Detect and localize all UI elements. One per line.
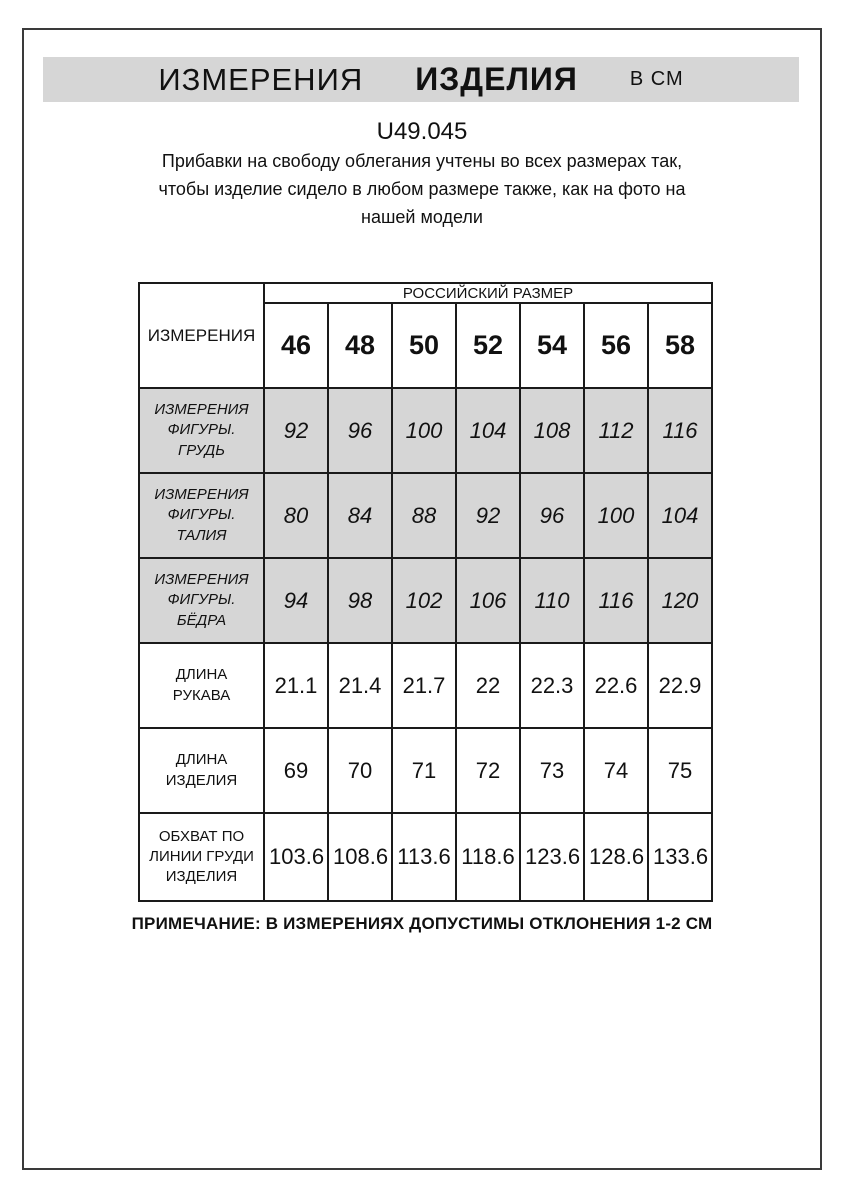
intro-line: чтобы изделие сидело в любом размере также, как на фото на xyxy=(158,179,686,199)
row-label: ИЗМЕРЕНИЯ ФИГУРЫ. БЁДРА xyxy=(139,558,264,643)
value-cell: 103.6 xyxy=(264,813,328,901)
table-row xyxy=(139,813,712,901)
value-cell: 96 xyxy=(328,388,392,473)
size-column-header: 52 xyxy=(456,303,520,388)
value-cell: 92 xyxy=(264,388,328,473)
row-label: ИЗМЕРЕНИЯ ФИГУРЫ. ТАЛИЯ xyxy=(139,473,264,558)
table-row xyxy=(139,643,712,728)
value-cell: 116 xyxy=(584,558,648,643)
value-cell: 94 xyxy=(264,558,328,643)
row-label: ОБХВАТ ПО ЛИНИИ ГРУДИ ИЗДЕЛИЯ xyxy=(139,813,264,901)
value-cell: 75 xyxy=(648,728,712,813)
intro-line: нашей модели xyxy=(361,207,483,227)
value-cell: 72 xyxy=(456,728,520,813)
value-cell: 69 xyxy=(264,728,328,813)
value-cell: 104 xyxy=(456,388,520,473)
document-page xyxy=(22,28,822,1170)
page-title-unit: В СМ xyxy=(629,68,684,90)
value-cell: 110 xyxy=(520,558,584,643)
row-label: ДЛИНА РУКАВА xyxy=(139,643,264,728)
value-cell: 21.7 xyxy=(392,643,456,728)
product-code: U49.045 xyxy=(376,118,468,145)
title-bar xyxy=(43,57,799,102)
tolerance-note: ПРИМЕЧАНИЕ: В ИЗМЕРЕНИЯХ ДОПУСТИМЫ ОТКЛОНЕНИЯ 1-2 СМ xyxy=(131,914,713,933)
value-cell: 22.9 xyxy=(648,643,712,728)
value-cell: 74 xyxy=(584,728,648,813)
size-column-header: 56 xyxy=(584,303,648,388)
value-cell: 71 xyxy=(392,728,456,813)
table-corner-label: ИЗМЕРЕНИЯ xyxy=(139,283,264,388)
value-cell: 21.4 xyxy=(328,643,392,728)
size-column-header: 48 xyxy=(328,303,392,388)
table-row xyxy=(139,558,712,643)
value-cell: 100 xyxy=(584,473,648,558)
table-row xyxy=(139,388,712,473)
value-cell: 104 xyxy=(648,473,712,558)
row-label: ИЗМЕРЕНИЯ ФИГУРЫ. ГРУДЬ xyxy=(139,388,264,473)
value-cell: 22.3 xyxy=(520,643,584,728)
size-group-header: РОССИЙСКИЙ РАЗМЕР xyxy=(264,283,712,303)
value-cell: 84 xyxy=(328,473,392,558)
value-cell: 80 xyxy=(264,473,328,558)
table-row xyxy=(139,728,712,813)
value-cell: 123.6 xyxy=(520,813,584,901)
value-cell: 96 xyxy=(520,473,584,558)
value-cell: 88 xyxy=(392,473,456,558)
value-cell: 120 xyxy=(648,558,712,643)
row-label: ДЛИНА ИЗДЕЛИЯ xyxy=(139,728,264,813)
size-column-header: 46 xyxy=(264,303,328,388)
intro-paragraph xyxy=(24,147,820,231)
value-cell: 102 xyxy=(392,558,456,643)
value-cell: 92 xyxy=(456,473,520,558)
value-cell: 128.6 xyxy=(584,813,648,901)
value-cell: 22.6 xyxy=(584,643,648,728)
size-column-header: 58 xyxy=(648,303,712,388)
value-cell: 21.1 xyxy=(264,643,328,728)
page-title-product: ИЗДЕЛИЯ xyxy=(415,61,578,97)
value-cell: 116 xyxy=(648,388,712,473)
value-cell: 106 xyxy=(456,558,520,643)
value-cell: 73 xyxy=(520,728,584,813)
value-cell: 22 xyxy=(456,643,520,728)
value-cell: 113.6 xyxy=(392,813,456,901)
value-cell: 108.6 xyxy=(328,813,392,901)
value-cell: 118.6 xyxy=(456,813,520,901)
table-row xyxy=(139,473,712,558)
size-group-row xyxy=(139,283,712,303)
size-column-header: 54 xyxy=(520,303,584,388)
size-column-header: 50 xyxy=(392,303,456,388)
value-cell: 70 xyxy=(328,728,392,813)
value-cell: 100 xyxy=(392,388,456,473)
size-table xyxy=(138,282,713,902)
value-cell: 108 xyxy=(520,388,584,473)
intro-line: Прибавки на свободу облегания учтены во всех размерах так, xyxy=(161,151,683,171)
value-cell: 112 xyxy=(584,388,648,473)
page-title-measurements: ИЗМЕРЕНИЯ xyxy=(158,61,364,97)
value-cell: 98 xyxy=(328,558,392,643)
value-cell: 133.6 xyxy=(648,813,712,901)
